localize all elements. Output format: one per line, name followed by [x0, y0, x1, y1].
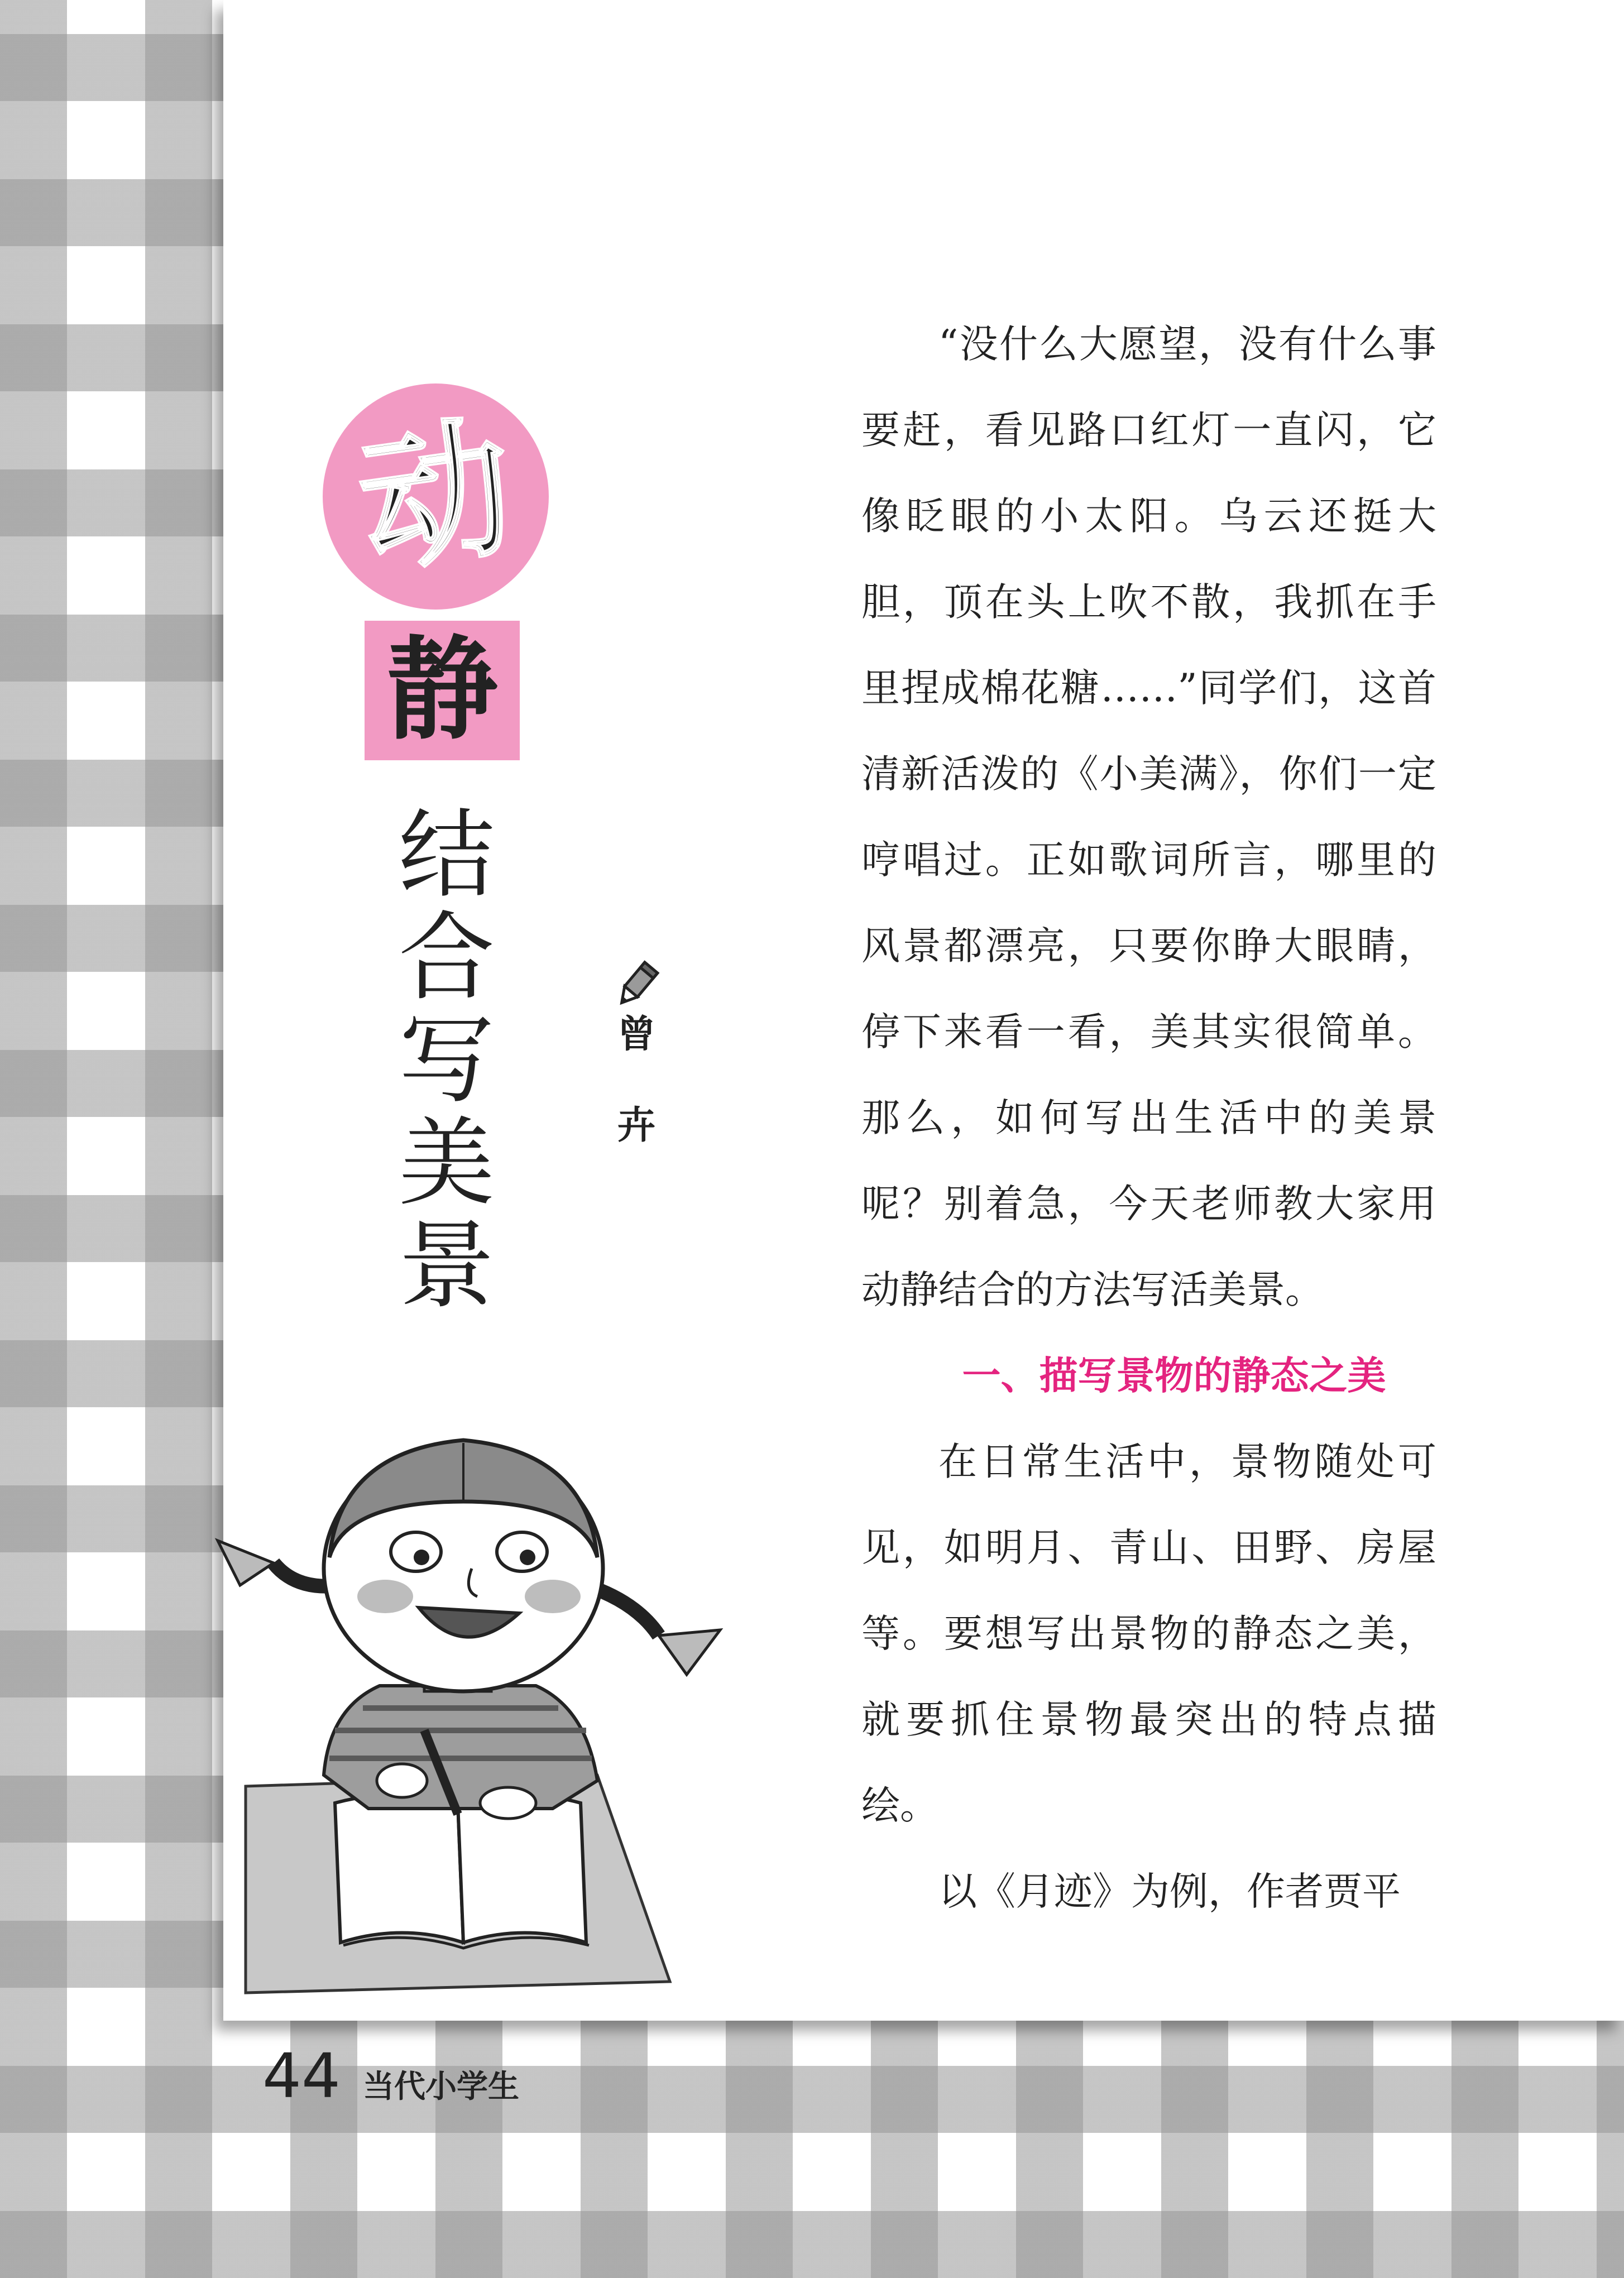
title-vertical	[394, 799, 500, 1322]
title-circle	[323, 383, 549, 610]
body-paragraph: 以《月迹》为例，作者贾平	[938, 1869, 1401, 1914]
title-char-jing: 静	[386, 625, 498, 755]
title-char: 景	[399, 1210, 495, 1322]
author-char: 曾	[617, 1013, 655, 1057]
page-number: 44	[262, 2040, 341, 2112]
body-paragraph: “没什么大愿望，没有什么事要赶，看见路口红灯一直闪，它像眨眼的小太阳。乌云还挺大胆，顶在头上吹不散，我抓在手里捏成棉花糖……”同学们，这首清新活泼的《小美满》，你们一定哼唱过。正如歌词所言，哪里的风景都漂亮，只要你睁大眼睛，停下来看一看，美其实很简单。那么，如何写出生活中的美景呢？别着急，今天老师教大家用动静结合的方法写活美景。	[861, 322, 1436, 1312]
page-footer	[262, 2040, 519, 2112]
magazine-name: 当代小学生	[362, 2069, 519, 2105]
title-char: 合	[399, 901, 495, 1014]
pencil-icon	[611, 960, 662, 1010]
author-byline	[609, 960, 664, 1148]
title-square	[365, 621, 520, 760]
title-char: 写	[399, 1004, 495, 1116]
article-column	[861, 301, 1436, 1935]
girl-writing-illustration	[195, 1418, 754, 1998]
body-paragraph: 在日常生活中，景物随处可见，如明月、青山、田野、房屋等。要想写出景物的静态之美，就要抓住景物最突出的特点描绘。	[861, 1440, 1436, 1828]
title-char: 结	[399, 799, 495, 911]
title-char: 美	[399, 1107, 495, 1219]
title-char-dong: 动	[348, 399, 523, 594]
section-heading: 一、描写景物的静态之美	[962, 1354, 1386, 1398]
author-char: 卉	[617, 1104, 655, 1148]
